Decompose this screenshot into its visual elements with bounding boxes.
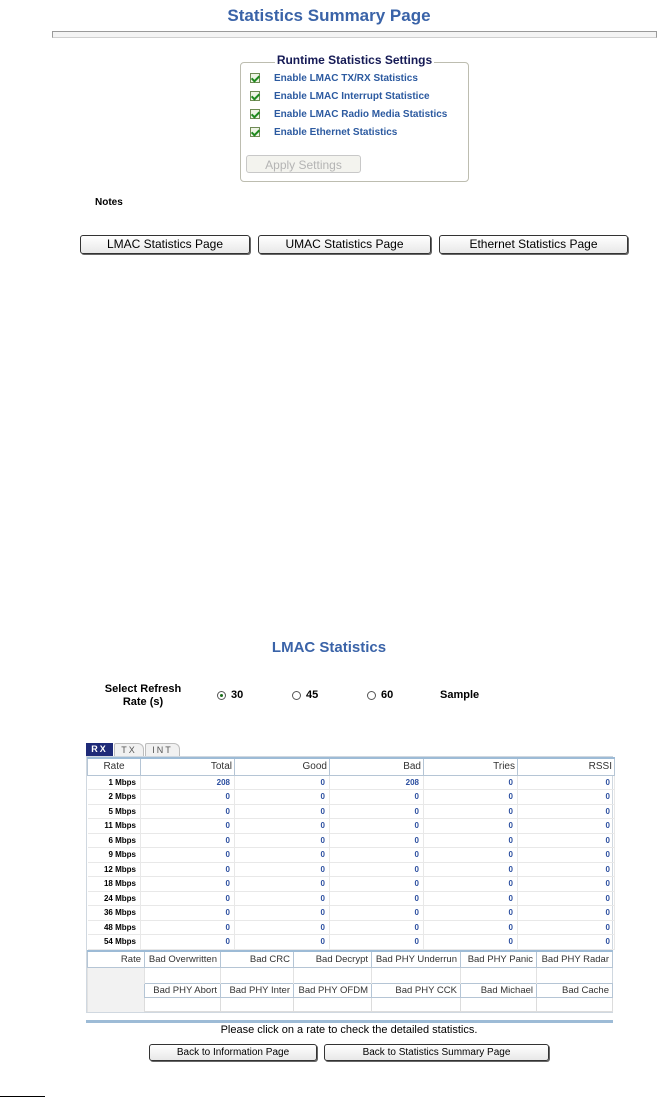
error-header-cell: Bad Michael bbox=[461, 984, 537, 998]
rate-cell[interactable]: 36 Mbps bbox=[88, 906, 141, 921]
value-cell: 0 bbox=[518, 775, 615, 790]
table-bottom-rule bbox=[86, 1020, 613, 1023]
column-header-bad: Bad bbox=[330, 758, 424, 775]
value-cell: 0 bbox=[424, 920, 518, 935]
error-value-cell bbox=[294, 998, 372, 1012]
rate-cell[interactable]: 18 Mbps bbox=[88, 877, 141, 892]
value-cell: 0 bbox=[141, 819, 235, 834]
checkbox-label-ethernet: Enable Ethernet Statistics bbox=[274, 126, 398, 138]
table-row[interactable] bbox=[88, 891, 615, 906]
error-value-cell bbox=[221, 998, 294, 1012]
checkbox-row-radio-media[interactable] bbox=[250, 107, 447, 121]
checkbox-interrupt[interactable] bbox=[250, 91, 260, 101]
apply-settings-button[interactable]: Apply Settings bbox=[246, 155, 361, 173]
rate-cell[interactable]: 11 Mbps bbox=[88, 819, 141, 834]
error-header-cell: Bad PHY Abort bbox=[145, 984, 221, 998]
value-cell: 0 bbox=[518, 877, 615, 892]
table-row[interactable] bbox=[88, 862, 615, 877]
tab-rx[interactable]: RX bbox=[86, 743, 113, 756]
value-cell: 0 bbox=[330, 891, 424, 906]
rate-cell[interactable]: 54 Mbps bbox=[88, 935, 141, 950]
table-row[interactable] bbox=[88, 790, 615, 805]
value-cell: 0 bbox=[518, 790, 615, 805]
error-value-cell bbox=[537, 968, 613, 984]
refresh-option-45[interactable] bbox=[292, 689, 318, 701]
error-value-cell bbox=[145, 968, 221, 984]
value-cell: 0 bbox=[518, 920, 615, 935]
value-cell: 0 bbox=[424, 877, 518, 892]
value-cell: 0 bbox=[518, 862, 615, 877]
value-cell: 0 bbox=[235, 920, 330, 935]
value-cell: 0 bbox=[235, 775, 330, 790]
table-row[interactable] bbox=[88, 877, 615, 892]
checkbox-row-ethernet[interactable] bbox=[250, 125, 397, 139]
rate-cell[interactable]: 24 Mbps bbox=[88, 891, 141, 906]
value-cell: 0 bbox=[330, 833, 424, 848]
value-cell: 0 bbox=[235, 906, 330, 921]
rate-cell[interactable]: 9 Mbps bbox=[88, 848, 141, 863]
value-cell: 0 bbox=[518, 848, 615, 863]
value-cell: 0 bbox=[330, 862, 424, 877]
refresh-rate-label: Select Refresh Rate (s) bbox=[104, 683, 182, 708]
error-header-cell: Bad PHY Inter bbox=[221, 984, 294, 998]
error-header-row-1 bbox=[88, 951, 613, 968]
value-cell: 0 bbox=[424, 833, 518, 848]
value-cell: 0 bbox=[424, 891, 518, 906]
value-cell: 0 bbox=[141, 920, 235, 935]
table-row[interactable] bbox=[88, 804, 615, 819]
checkbox-radio-media[interactable] bbox=[250, 109, 260, 119]
value-cell: 0 bbox=[235, 833, 330, 848]
checkbox-ethernet[interactable] bbox=[250, 127, 260, 137]
value-cell: 0 bbox=[235, 848, 330, 863]
radio-30[interactable] bbox=[217, 691, 226, 700]
value-cell: 0 bbox=[235, 819, 330, 834]
checkbox-label-radio-media: Enable LMAC Radio Media Statistics bbox=[274, 108, 448, 120]
rate-cell[interactable]: 5 Mbps bbox=[88, 804, 141, 819]
back-to-summary-button[interactable]: Back to Statistics Summary Page bbox=[324, 1044, 549, 1061]
value-cell: 0 bbox=[141, 833, 235, 848]
lmac-statistics-button[interactable]: LMAC Statistics Page bbox=[80, 235, 250, 254]
back-to-information-button[interactable]: Back to Information Page bbox=[149, 1044, 317, 1061]
rate-cell[interactable]: 12 Mbps bbox=[88, 862, 141, 877]
value-cell: 0 bbox=[424, 848, 518, 863]
error-header-cell: Bad PHY CCK bbox=[372, 984, 461, 998]
refresh-option-60[interactable] bbox=[367, 689, 393, 701]
error-header-cell: Bad Cache bbox=[537, 984, 613, 998]
table-row[interactable] bbox=[88, 920, 615, 935]
value-cell: 0 bbox=[424, 906, 518, 921]
value-cell: 0 bbox=[424, 935, 518, 950]
column-header-rate: Rate bbox=[88, 758, 141, 775]
value-cell: 208 bbox=[330, 775, 424, 790]
error-value-cell bbox=[461, 998, 537, 1012]
column-header-tries: Tries bbox=[424, 758, 518, 775]
rate-cell[interactable]: 1 Mbps bbox=[88, 775, 141, 790]
value-cell: 0 bbox=[235, 862, 330, 877]
error-header-cell: Bad Overwritten bbox=[145, 951, 221, 968]
value-cell: 0 bbox=[235, 891, 330, 906]
refresh-option-label: 60 bbox=[381, 689, 394, 701]
error-rate-cell bbox=[88, 968, 145, 1012]
value-cell: 0 bbox=[518, 935, 615, 950]
column-header-good: Good bbox=[235, 758, 330, 775]
error-value-row-2 bbox=[88, 998, 613, 1012]
value-cell: 0 bbox=[330, 819, 424, 834]
value-cell: 208 bbox=[141, 775, 235, 790]
value-cell: 0 bbox=[141, 935, 235, 950]
value-cell: 0 bbox=[141, 877, 235, 892]
table-header-row bbox=[88, 758, 615, 775]
column-header-total: Total bbox=[141, 758, 235, 775]
ethernet-statistics-button[interactable]: Ethernet Statistics Page bbox=[439, 235, 628, 254]
value-cell: 0 bbox=[141, 906, 235, 921]
value-cell: 0 bbox=[424, 790, 518, 805]
checkbox-row-txrx[interactable] bbox=[250, 71, 418, 85]
value-cell: 0 bbox=[330, 848, 424, 863]
column-header-rssi: RSSI bbox=[518, 758, 615, 775]
checkbox-row-interrupt[interactable] bbox=[250, 89, 430, 103]
value-cell: 0 bbox=[330, 920, 424, 935]
error-header-cell: Bad PHY Radar bbox=[537, 951, 613, 968]
value-cell: 0 bbox=[141, 862, 235, 877]
title-divider bbox=[52, 31, 657, 38]
table-row[interactable] bbox=[88, 833, 615, 848]
sample-label: Sample bbox=[440, 689, 480, 701]
rate-cell[interactable]: 48 Mbps bbox=[88, 920, 141, 935]
value-cell: 0 bbox=[424, 862, 518, 877]
umac-statistics-button[interactable]: UMAC Statistics Page bbox=[258, 235, 431, 254]
value-cell: 0 bbox=[141, 804, 235, 819]
rx-stats-table bbox=[86, 756, 613, 1013]
table-row[interactable] bbox=[88, 906, 615, 921]
error-value-cell bbox=[145, 998, 221, 1012]
checkbox-label-interrupt: Enable LMAC Interrupt Statistice bbox=[274, 90, 430, 102]
error-value-cell bbox=[461, 968, 537, 984]
rate-cell[interactable]: 6 Mbps bbox=[88, 833, 141, 848]
value-cell: 0 bbox=[235, 790, 330, 805]
value-cell: 0 bbox=[330, 804, 424, 819]
checkbox-txrx[interactable] bbox=[250, 73, 260, 83]
lmac-title: LMAC Statistics bbox=[271, 639, 387, 656]
value-cell: 0 bbox=[141, 848, 235, 863]
error-value-cell bbox=[294, 968, 372, 984]
footnote-rule bbox=[0, 1096, 45, 1097]
radio-60[interactable] bbox=[367, 691, 376, 700]
value-cell: 0 bbox=[235, 877, 330, 892]
error-header-row-2 bbox=[88, 984, 613, 998]
error-value-cell bbox=[372, 968, 461, 984]
error-value-cell bbox=[537, 998, 613, 1012]
error-header-cell: Bad CRC bbox=[221, 951, 294, 968]
table-row[interactable] bbox=[88, 775, 615, 790]
error-header-cell: Bad Decrypt bbox=[294, 951, 372, 968]
value-cell: 0 bbox=[330, 906, 424, 921]
fieldset-legend-text: Runtime Statistics Settings bbox=[276, 53, 433, 67]
value-cell: 0 bbox=[141, 790, 235, 805]
page-title: Statistics Summary Page bbox=[227, 6, 431, 25]
tab-int[interactable]: INT bbox=[145, 743, 180, 756]
fieldset-legend bbox=[240, 53, 469, 67]
error-header-rate: Rate bbox=[88, 951, 145, 968]
table-row[interactable] bbox=[88, 848, 615, 863]
value-cell: 0 bbox=[330, 790, 424, 805]
table-row[interactable] bbox=[88, 819, 615, 834]
value-cell: 0 bbox=[235, 804, 330, 819]
refresh-option-30[interactable] bbox=[217, 689, 243, 701]
rate-cell[interactable]: 2 Mbps bbox=[88, 790, 141, 805]
value-cell: 0 bbox=[518, 804, 615, 819]
checkbox-label-txrx: Enable LMAC TX/RX Statistics bbox=[274, 72, 418, 84]
notes-label: Notes bbox=[95, 197, 123, 208]
table-row[interactable] bbox=[88, 935, 615, 950]
error-value-row-1 bbox=[88, 968, 613, 984]
error-header-cell: Bad PHY Panic bbox=[461, 951, 537, 968]
value-cell: 0 bbox=[424, 804, 518, 819]
radio-45[interactable] bbox=[292, 691, 301, 700]
value-cell: 0 bbox=[518, 906, 615, 921]
value-cell: 0 bbox=[424, 775, 518, 790]
value-cell: 0 bbox=[424, 819, 518, 834]
error-header-cell: Bad PHY Underrun bbox=[372, 951, 461, 968]
value-cell: 0 bbox=[330, 935, 424, 950]
value-cell: 0 bbox=[141, 891, 235, 906]
value-cell: 0 bbox=[518, 819, 615, 834]
refresh-option-label: 30 bbox=[231, 689, 244, 701]
error-value-cell bbox=[221, 968, 294, 984]
tab-tx[interactable]: TX bbox=[114, 743, 144, 756]
value-cell: 0 bbox=[518, 833, 615, 848]
value-cell: 0 bbox=[235, 935, 330, 950]
rate-hint-text: Please click on a rate to check the detailed statistics. bbox=[220, 1024, 478, 1036]
error-value-cell bbox=[372, 998, 461, 1012]
value-cell: 0 bbox=[330, 877, 424, 892]
error-header-cell: Bad PHY OFDM bbox=[294, 984, 372, 998]
refresh-option-label: 45 bbox=[306, 689, 319, 701]
value-cell: 0 bbox=[518, 891, 615, 906]
